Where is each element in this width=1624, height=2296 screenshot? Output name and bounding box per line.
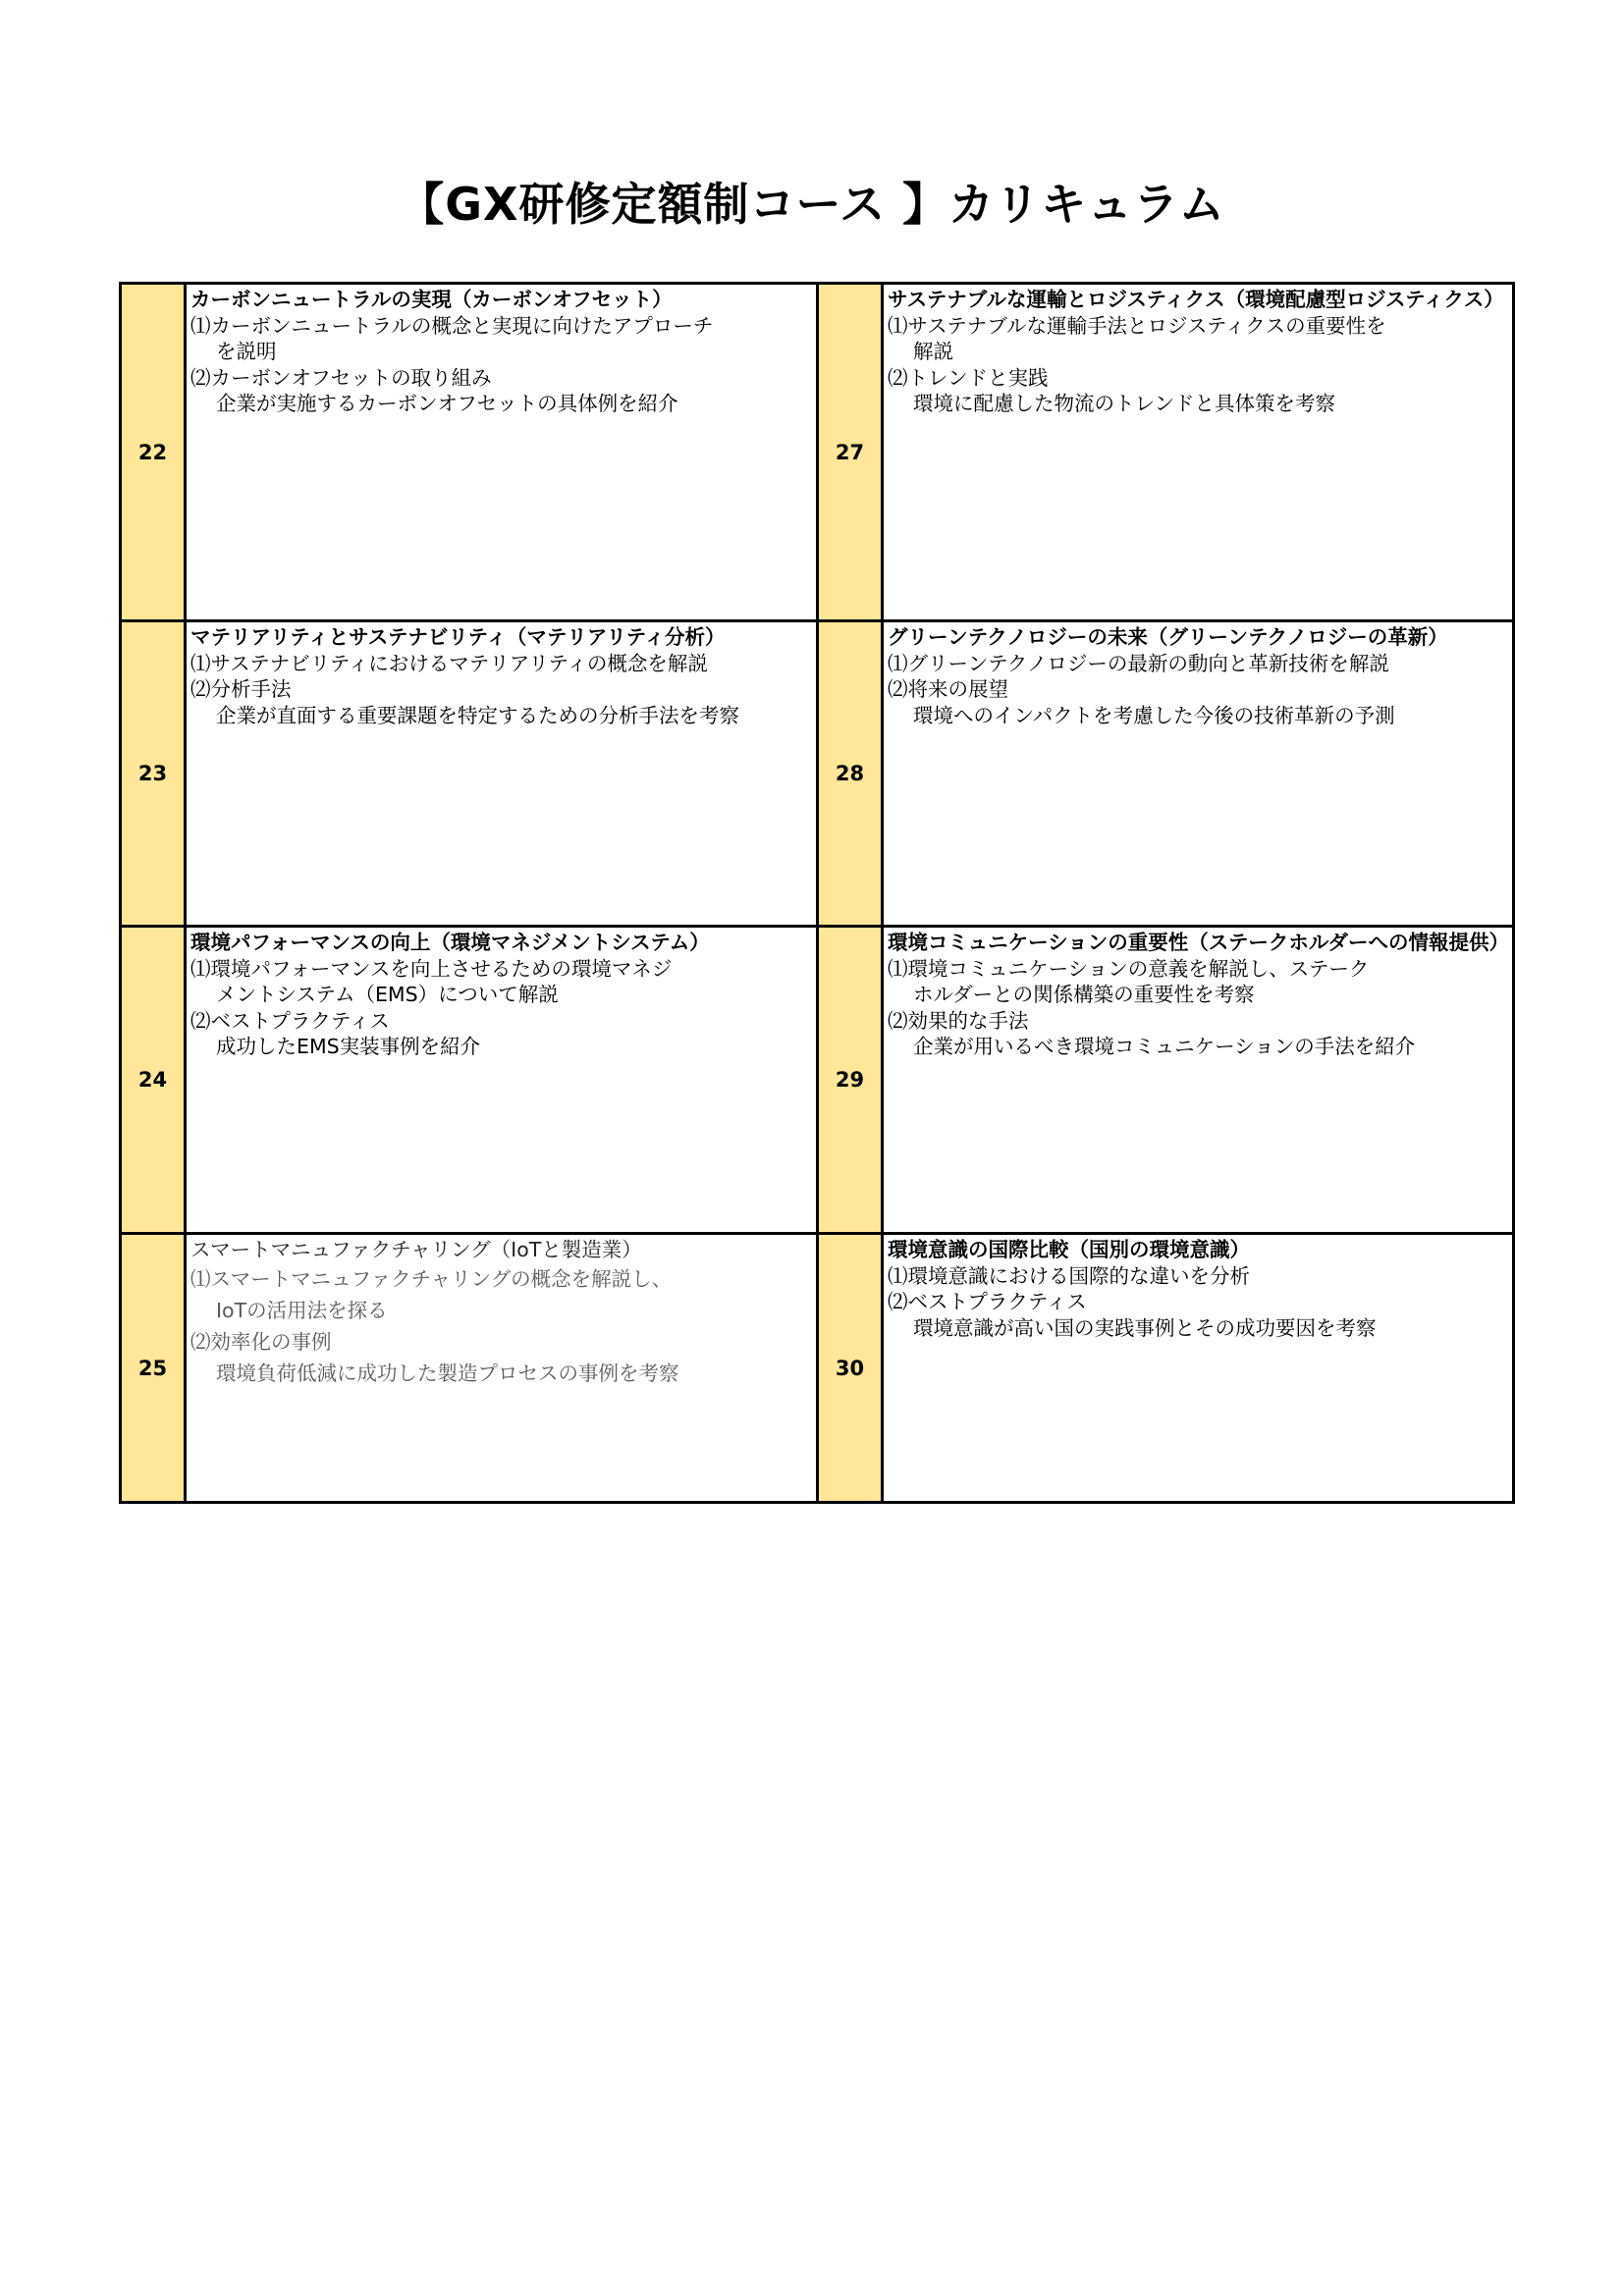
- session-point-2: ⑵カーボンオフセットの取り組み: [190, 365, 492, 390]
- session-content-cell: [883, 1234, 1514, 1503]
- session-number-cell: [121, 284, 186, 621]
- session-content-cell: [186, 1234, 818, 1503]
- session-point-1: ⑴カーボンニュートラルの概念と実現に向けたアプローチ: [190, 313, 714, 338]
- session-number: 22: [137, 440, 168, 464]
- session-point-1: ⑴環境パフォーマンスを向上させるための環境マネジ: [190, 956, 673, 981]
- session-point-2: ⑵効果的な手法: [888, 1008, 1029, 1033]
- session-content-cell: [186, 284, 818, 621]
- page-title: 【GX研修定額制コース 】カリキュラム: [399, 178, 1225, 231]
- session-point-2-desc: 環境意識が高い国の実践事例とその成功要因を考察: [913, 1315, 1377, 1340]
- session-point-2-desc: 成功したEMS実装事例を紹介: [216, 1035, 481, 1058]
- session-point-2: ⑵トレンドと実践: [888, 365, 1049, 390]
- session-number: 23: [137, 762, 168, 785]
- session-point-1-desc: ホルダーとの関係構築の重要性を考察: [913, 983, 1255, 1006]
- session-heading: 環境意識の国際比較（国別の環境意識）: [888, 1238, 1250, 1261]
- session-number: 28: [835, 762, 865, 785]
- table-row: [121, 927, 1514, 1234]
- session-point-1-desc: メントシステム（EMS）について解説: [216, 983, 559, 1006]
- session-point-2: ⑵効率化の事例: [190, 1329, 332, 1354]
- session-point-2: ⑵ベストプラクティス: [888, 1290, 1087, 1313]
- session-point-1-desc: IoTの活用法を探る: [216, 1298, 388, 1322]
- session-point-1: ⑴サステナビリティにおけるマテリアリティの概念を解説: [190, 651, 708, 675]
- table-row: [121, 621, 1514, 927]
- session-point-1: ⑴環境コミュニケーションの意義を解説し、ステーク: [888, 956, 1370, 981]
- session-heading: 環境パフォーマンスの向上（環境マネジメントシステム）: [190, 931, 710, 954]
- session-number: 29: [835, 1068, 865, 1092]
- session-number: 25: [137, 1356, 168, 1380]
- table-row: [121, 284, 1514, 621]
- session-number-cell: [818, 927, 883, 1234]
- session-point-2-desc: 企業が直面する重要課題を特定するための分析手法を考察: [216, 703, 739, 727]
- session-number: 30: [835, 1356, 865, 1380]
- session-number-cell: [818, 1234, 883, 1503]
- session-content-cell: [883, 621, 1514, 927]
- session-number-cell: [818, 284, 883, 621]
- session-point-2-desc: 企業が用いるべき環境コミュニケーションの手法を紹介: [913, 1035, 1416, 1058]
- session-number-cell: [818, 621, 883, 927]
- session-point-2-desc: 企業が実施するカーボンオフセットの具体例を紹介: [216, 392, 678, 415]
- table-row: [121, 1234, 1514, 1503]
- session-content-cell: [186, 621, 818, 927]
- session-point-2-desc: 環境へのインパクトを考慮した今後の技術革新の予測: [913, 703, 1395, 727]
- session-point-1-desc: を説明: [216, 340, 277, 363]
- session-number: 27: [835, 440, 865, 464]
- session-point-2: ⑵ベストプラクティス: [190, 1008, 390, 1033]
- session-point-1: ⑴グリーンテクノロジーの最新の動向と革新技術を解説: [888, 651, 1389, 675]
- session-point-2-desc: 環境負荷低減に成功した製造プロセスの事例を考察: [216, 1361, 679, 1385]
- session-point-1: ⑴環境意識における国際的な違いを分析: [888, 1263, 1250, 1288]
- session-point-1-desc: 解説: [913, 340, 953, 363]
- session-heading: サステナブルな運輸とロジスティクス（環境配慮型ロジスティクス）: [888, 288, 1504, 311]
- session-point-2-desc: 環境に配慮した物流のトレンドと具体策を考察: [913, 392, 1335, 415]
- session-number-cell: [121, 1234, 186, 1503]
- session-heading: グリーンテクノロジーの未来（グリーンテクノロジーの革新）: [888, 625, 1448, 649]
- session-heading: スマートマニュファクチャリング（IoTと製造業）: [190, 1238, 642, 1261]
- curriculum-table: [119, 282, 1515, 1504]
- session-point-2: ⑵将来の展望: [888, 677, 1008, 701]
- session-number: 24: [137, 1068, 168, 1092]
- session-point-1: ⑴サステナブルな運輸手法とロジスティクスの重要性を: [888, 313, 1386, 338]
- session-number-cell: [121, 927, 186, 1234]
- session-content-cell: [186, 927, 818, 1234]
- session-heading: マテリアリティとサステナビリティ（マテリアリティ分析）: [190, 625, 726, 649]
- session-number-cell: [121, 621, 186, 927]
- session-point-1: ⑴スマートマニュファクチャリングの概念を解説し、: [190, 1266, 673, 1291]
- session-heading: カーボンニュートラルの実現（カーボンオフセット）: [190, 288, 673, 311]
- session-content-cell: [883, 284, 1514, 621]
- session-content-cell: [883, 927, 1514, 1234]
- session-heading: 環境コミュニケーションの重要性（ステークホルダーへの情報提供）: [888, 931, 1510, 954]
- session-point-2: ⑵分析手法: [190, 677, 292, 701]
